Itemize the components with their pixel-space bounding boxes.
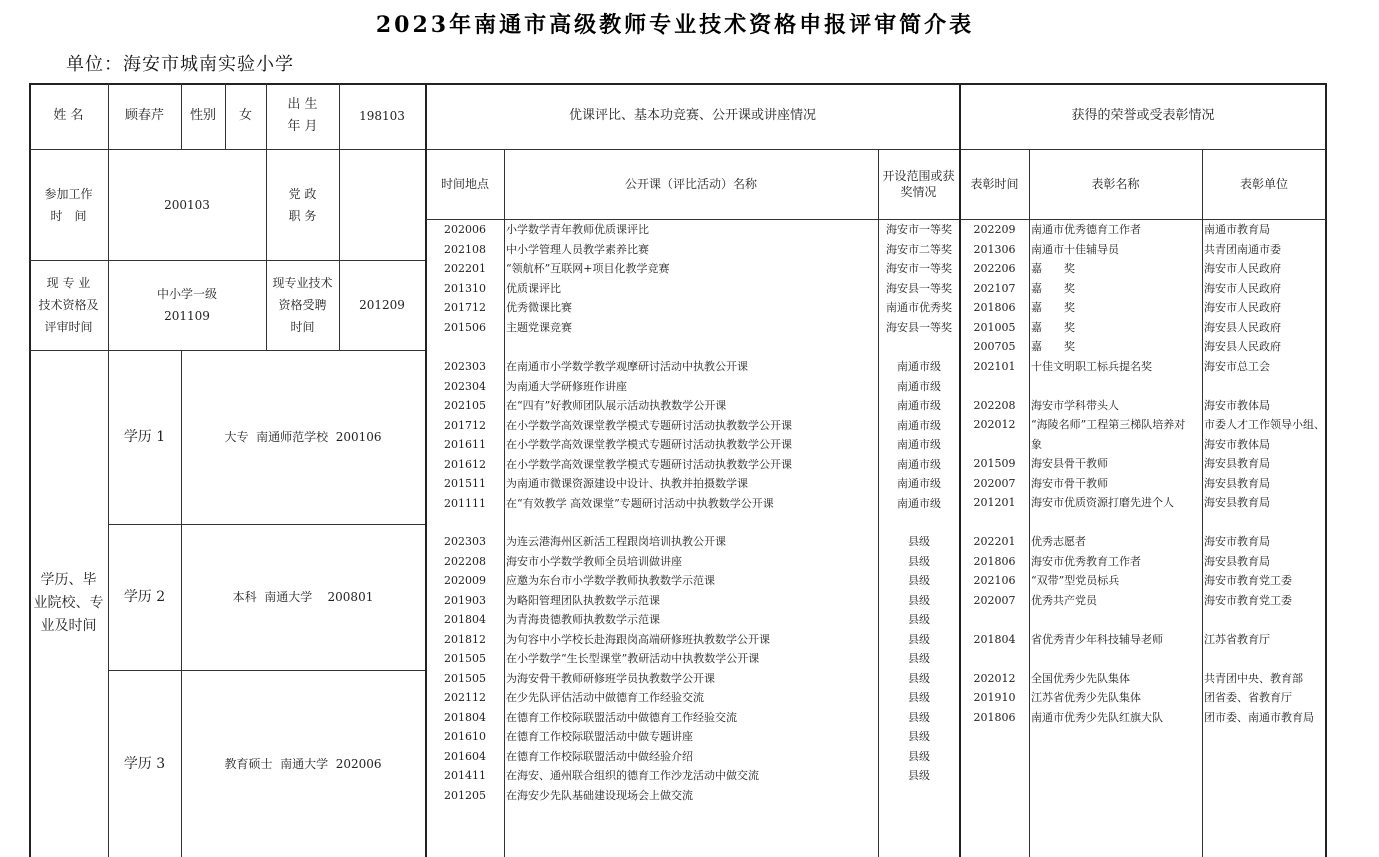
honor-name: 南通市十佳辅导员 [1031, 242, 1119, 256]
honor-org: 南通市教育局 [1204, 223, 1270, 236]
honor-org: 海安市教育党工委 [1204, 574, 1292, 587]
lesson-time: 201612 [444, 457, 486, 471]
honor-time: 202107 [973, 281, 1016, 295]
lesson-level: 县级 [908, 613, 930, 626]
lesson-time: 201611 [444, 438, 486, 451]
lesson-name: 为青海贵德教师执教数学示范课 [506, 613, 660, 626]
work-start-value: 200103 [164, 197, 210, 212]
party-label-line1: 党 政 [288, 186, 317, 201]
lesson-time: 202201 [444, 262, 486, 275]
lesson-name: 在小学数学“生长型课堂”教研活动中执教数学公开课 [506, 652, 760, 665]
honor-time: 202012 [973, 418, 1016, 431]
lesson-time: 201111 [444, 496, 486, 510]
honor-org: 海安市教育局 [1204, 535, 1270, 548]
honor-org: 海安县教育局 [1204, 554, 1270, 568]
lesson-time: 201506 [444, 320, 486, 334]
lesson-time: 202303 [444, 360, 486, 373]
honor-name: 全国优秀少先队集体 [1031, 671, 1130, 685]
birth-label-line1: 出 生 [287, 97, 318, 112]
honor-org: 团市委、南通市教育局 [1204, 710, 1314, 724]
honor-time: 201005 [973, 320, 1016, 334]
lesson-level: 县级 [908, 730, 930, 743]
honor-time: 201804 [973, 632, 1016, 646]
honor-name: “双带”型党员标兵 [1031, 574, 1120, 587]
honor-org: 海安县教育局 [1204, 496, 1270, 509]
current-title-label-line1: 现 专 业 [46, 276, 91, 290]
party-value [339, 149, 425, 260]
honor-org: 市委人才工作领导小组、 [1204, 418, 1325, 431]
education-3-label: 学历 3 [123, 755, 166, 772]
work-start-label-line1: 参加工作 [44, 186, 93, 201]
honor-name: 省优秀青少年科技辅导老师 [1031, 632, 1163, 646]
honor-time: 202201 [973, 535, 1016, 548]
honor-name: 十佳文明职工标兵提名奖 [1031, 359, 1152, 373]
lesson-level: 南通市级 [897, 379, 941, 393]
honor-time: 202209 [973, 223, 1016, 236]
lesson-level: 县级 [908, 769, 930, 782]
honor-org: 海安市教育党工委 [1204, 593, 1292, 607]
honor-time: 202012 [973, 671, 1016, 685]
lesson-level: 海安市二等奖 [886, 242, 952, 256]
lesson-level: 县级 [908, 554, 930, 568]
honor-name: 嘉 奖 [1031, 320, 1075, 334]
work-start-label [29, 149, 108, 260]
lesson-name: 中小学管理人员教学素养比赛 [506, 242, 649, 256]
honor-org: 海安市人民政府 [1204, 262, 1281, 275]
lesson-time: 201505 [444, 671, 486, 685]
lesson-name: 为略阳管理团队执教数学示范课 [506, 593, 660, 607]
lesson-name: 为句容中小学校长赴海跟岗高端研修班执教数学公开课 [506, 632, 770, 646]
lesson-time: 202304 [444, 379, 486, 393]
lesson-name: 为海安骨干教师研修班学员执教数学公开课 [506, 671, 715, 685]
lesson-level: 南通市级 [897, 477, 941, 490]
honor-org: 海安县人民政府 [1204, 320, 1281, 334]
honor-time: 202208 [973, 398, 1016, 412]
honor-org: 共青团南通市委 [1204, 242, 1281, 256]
honor-time: 201201 [973, 496, 1016, 509]
lesson-time: 201712 [444, 301, 486, 314]
honor-name: 优秀共产党员 [1031, 593, 1097, 607]
lesson-time: 202108 [444, 242, 486, 256]
honor-org: 海安县人民政府 [1204, 340, 1281, 353]
education-section-label [29, 350, 108, 857]
honor-org: 海安市人民政府 [1204, 301, 1281, 314]
honor-name: 南通市优秀少先队红旗大队 [1031, 710, 1163, 724]
lesson-time: 201804 [444, 710, 486, 724]
lesson-level: 海安市一等奖 [886, 262, 952, 275]
current-title-value-line1: 中小学一级 [156, 287, 217, 301]
lesson-time: 201903 [444, 593, 486, 607]
lesson-time: 202208 [444, 554, 486, 568]
honor-time: 201806 [973, 554, 1016, 568]
honors-header-name: 表彰名称 [1091, 177, 1140, 191]
lesson-level: 南通市级 [897, 418, 941, 432]
lesson-time: 202112 [444, 691, 486, 704]
honor-time: 201910 [973, 691, 1016, 704]
lesson-level: 南通市优秀奖 [886, 301, 952, 314]
honor-name: 象 [1031, 437, 1042, 451]
lesson-time: 202105 [444, 399, 486, 412]
honor-name: 优秀志愿者 [1031, 535, 1086, 548]
current-title-value [108, 260, 266, 350]
lesson-level: 县级 [908, 652, 930, 665]
honors-header-org: 表彰单位 [1239, 177, 1288, 191]
lesson-name: 优秀微课比赛 [506, 301, 572, 314]
lessons-header-name: 公开课（评比活动）名称 [624, 177, 757, 191]
lesson-name: 在“四有”好教师团队展示活动执教数学公开课 [506, 399, 727, 412]
honor-name: 海安县骨干教师 [1031, 457, 1108, 470]
current-title-label [29, 260, 108, 350]
honor-time: 202007 [973, 476, 1016, 490]
lesson-name: 为南通大学研修班作讲座 [506, 379, 627, 393]
hire-label [266, 260, 339, 350]
name-value: 顾春芹 [124, 108, 164, 123]
honor-org: 共青团中央、教育部 [1204, 671, 1303, 685]
honor-name: 嘉 奖 [1031, 301, 1075, 314]
honor-org: 海安市教体局 [1204, 398, 1270, 412]
birth-label [266, 83, 339, 149]
honor-time: 202206 [973, 262, 1016, 275]
lesson-time: 201812 [444, 632, 486, 646]
honor-name: 嘉 奖 [1031, 262, 1075, 275]
lesson-time: 201610 [444, 730, 486, 743]
lesson-time: 201712 [444, 418, 486, 432]
honor-name: 嘉 奖 [1031, 340, 1075, 353]
lesson-name: 优质课评比 [506, 281, 561, 295]
honor-time: 202101 [973, 359, 1016, 373]
party-label [266, 149, 339, 260]
lesson-level: 县级 [908, 593, 930, 607]
education-2-value: 本科 南通大学 200801 [232, 590, 374, 604]
education-1-label: 学历 1 [123, 429, 166, 445]
honor-org: 江苏省教育厅 [1204, 632, 1270, 646]
lesson-name: 在“有效教学 高效课堂”专题研讨活动中执教数学公开课 [506, 496, 774, 510]
honor-org: 海安县教育局 [1204, 476, 1270, 490]
lesson-level: 南通市级 [897, 360, 941, 373]
lesson-name: 主题党课竞赛 [506, 320, 572, 334]
lesson-level: 县级 [908, 574, 930, 587]
lesson-name: 在少先队评估活动中做德育工作经验交流 [506, 691, 704, 704]
honor-name: 海安市优质资源打磨先进个人 [1031, 496, 1174, 509]
lesson-level: 南通市级 [897, 399, 941, 412]
lesson-level: 海安县一等奖 [886, 320, 952, 334]
hire-value: 201209 [359, 298, 405, 312]
lesson-time: 201804 [444, 613, 486, 626]
lesson-time: 201604 [444, 749, 486, 763]
current-title-value-line2: 201109 [164, 309, 210, 323]
honor-name: 嘉 奖 [1031, 281, 1075, 295]
gender-label: 性别 [189, 108, 216, 123]
lesson-time: 201411 [444, 769, 486, 782]
current-title-label-line3: 评审时间 [44, 320, 93, 334]
education-3-value: 教育硕士 南通大学 202006 [224, 756, 382, 771]
unit-line: 单位：海安市城南实验小学 [66, 54, 294, 75]
education-1-value: 大专 南通师范学校 200106 [224, 430, 382, 444]
lessons-header-time: 时间地点 [440, 177, 489, 191]
name-label: 姓 名 [53, 108, 84, 123]
education-label-line3: 业及时间 [40, 618, 97, 634]
honor-name: “海陵名师”工程第三梯队培养对 [1031, 418, 1186, 431]
gender-value: 女 [238, 108, 252, 123]
hire-label-line3: 时间 [290, 320, 315, 334]
lesson-level: 南通市级 [897, 496, 941, 510]
lesson-name: 小学数学青年教师优质课评比 [506, 223, 649, 236]
honor-name: 海安市学科带头人 [1031, 398, 1119, 412]
honor-time: 200705 [973, 340, 1016, 353]
lesson-name: 海安市小学数学教师全员培训做讲座 [506, 554, 682, 568]
document-title: 2023年南通市高级教师专业技术资格申报评审简介表 [375, 12, 975, 38]
work-start-label-line2: 时 间 [50, 208, 87, 223]
honor-time: 202007 [973, 593, 1016, 607]
lesson-name: 在德育工作校际联盟活动中做专题讲座 [506, 730, 693, 743]
education-2-label: 学历 2 [123, 589, 166, 605]
hire-label-line1: 现专业技术 [272, 276, 333, 290]
education-label-line2: 业院校、专 [33, 595, 104, 611]
lessons-header-level: 开设范围或获奖情况 [882, 169, 955, 199]
lesson-name: 在海安、通州联合组织的德育工作沙龙活动中做交流 [506, 769, 759, 782]
birth-value: 198103 [359, 109, 405, 123]
lesson-time: 201205 [444, 788, 486, 802]
lesson-level: 县级 [908, 749, 930, 763]
lesson-name: “领航杯”互联网+项目化教学竞赛 [506, 262, 670, 275]
honor-name: 南通市优秀德育工作者 [1031, 223, 1141, 236]
lesson-name: 为连云港海州区新活工程跟岗培训执教公开课 [506, 535, 726, 548]
current-title-label-line2: 技术资格及 [38, 298, 99, 312]
lesson-level: 县级 [908, 691, 930, 704]
lesson-name: 应邀为东台市小学数学教师执教数学示范课 [506, 574, 715, 587]
lesson-time: 202006 [444, 223, 486, 236]
honor-time: 201509 [973, 457, 1016, 470]
honors-header-time: 表彰时间 [970, 177, 1019, 191]
lesson-level: 县级 [908, 671, 930, 685]
lesson-time: 201511 [444, 477, 486, 490]
lesson-name: 在德育工作校际联盟活动中做经验介绍 [506, 749, 693, 763]
honor-name: 海安市优秀教育工作者 [1031, 554, 1141, 568]
lesson-name: 在小学数学高效课堂教学模式专题研讨活动执教数学公开课 [506, 457, 792, 471]
lesson-level: 南通市级 [897, 438, 941, 451]
lesson-time: 202009 [444, 574, 486, 587]
honor-name: 海安市骨干教师 [1031, 476, 1108, 490]
lesson-level: 县级 [908, 535, 930, 548]
lesson-name: 在南通市小学数学教学观摩研讨活动中执教公开课 [506, 360, 748, 373]
honor-org: 海安县教育局 [1204, 457, 1270, 470]
honor-time: 201806 [973, 301, 1016, 314]
birth-label-line2: 年 月 [287, 119, 318, 134]
lesson-level: 海安县一等奖 [886, 281, 952, 295]
lesson-name: 在小学数学高效课堂教学模式专题研讨活动执教数学公开课 [506, 438, 792, 451]
honor-name: 江苏省优秀少先队集体 [1031, 691, 1141, 704]
honor-org: 海安市教体局 [1204, 437, 1270, 451]
honor-org: 海安市总工会 [1204, 359, 1270, 373]
lesson-level: 南通市级 [897, 457, 941, 471]
lesson-level: 县级 [908, 710, 930, 724]
lesson-name: 为南通市微课资源建设中设计、执教并拍摄数学课 [506, 477, 748, 490]
lesson-level: 海安市一等奖 [886, 223, 952, 236]
honor-org: 海安市人民政府 [1204, 281, 1281, 295]
honor-time: 202106 [973, 574, 1016, 587]
party-label-line2: 职 务 [288, 208, 317, 223]
honor-time: 201306 [973, 242, 1016, 256]
lesson-level: 县级 [908, 632, 930, 646]
lesson-time: 201505 [444, 652, 486, 665]
lesson-time: 202303 [444, 535, 486, 548]
honor-time: 201806 [973, 710, 1016, 724]
lesson-name: 在德育工作校际联盟活动中做德育工作经验交流 [506, 710, 737, 724]
lesson-name: 在海安少先队基础建设现场会上做交流 [506, 788, 693, 802]
hire-label-line2: 资格受聘 [278, 298, 327, 312]
lessons-section-title: 优课评比、基本功竞赛、公开课或讲座情况 [568, 108, 816, 123]
lesson-name: 在小学数学高效课堂教学模式专题研讨活动执教数学公开课 [506, 418, 792, 432]
lesson-time: 201310 [444, 281, 486, 295]
honor-org: 团省委、省教育厅 [1204, 691, 1292, 704]
honors-section-title: 获得的荣誉或受表彰情况 [1071, 108, 1215, 123]
education-label-line1: 学历、毕 [40, 572, 97, 588]
